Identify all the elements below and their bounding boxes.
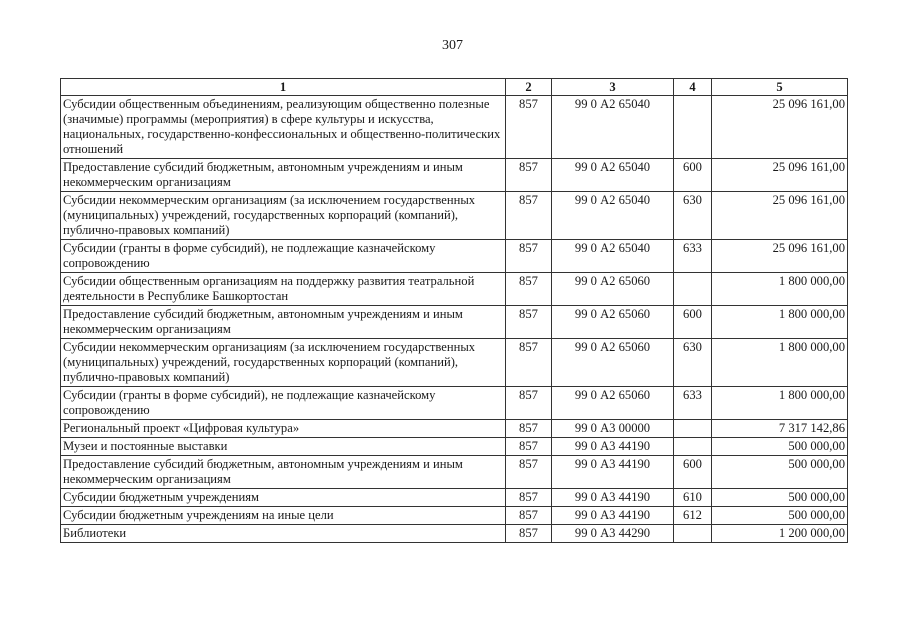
row-name-cell: Субсидии общественным объединениям, реализующим общественно полезные (значимые) программы (мероприятия) в сфере культуры и искусства, национальных, государственно-конфессиональных и общественно-политических отношений — [61, 96, 506, 159]
row-amount-cell: 1 200 000,00 — [712, 525, 848, 543]
row-amount-cell: 1 800 000,00 — [712, 387, 848, 420]
row-name-cell: Субсидии общественным организациям на поддержку развития театральной деятельности в Республике Башкортостан — [61, 273, 506, 306]
table-row — [61, 192, 848, 240]
row-name-cell: Региональный проект «Цифровая культура» — [61, 420, 506, 438]
row-target-code-cell: 99 0 А2 65060 — [552, 306, 674, 339]
row-amount-cell: 1 800 000,00 — [712, 339, 848, 387]
row-amount-cell: 500 000,00 — [712, 456, 848, 489]
row-ministry-code-cell: 857 — [506, 240, 552, 273]
row-expense-type-cell: 610 — [674, 489, 712, 507]
row-expense-type-cell — [674, 420, 712, 438]
row-name-cell: Библиотеки — [61, 525, 506, 543]
row-ministry-code-cell: 857 — [506, 159, 552, 192]
row-ministry-code-cell: 857 — [506, 525, 552, 543]
row-name-cell: Субсидии бюджетным учреждениям на иные цели — [61, 507, 506, 525]
row-name-cell: Субсидии некоммерческим организациям (за исключением государственных (муниципальных) учреждений, государственных корпораций (компаний), публично-правовых компаний) — [61, 339, 506, 387]
row-expense-type-cell — [674, 438, 712, 456]
table-row — [61, 96, 848, 159]
row-amount-cell: 1 800 000,00 — [712, 306, 848, 339]
row-ministry-code-cell: 857 — [506, 96, 552, 159]
column-header-2: 2 — [506, 79, 552, 96]
table-row — [61, 489, 848, 507]
row-name-cell: Предоставление субсидий бюджетным, автономным учреждениям и иным некоммерческим организациям — [61, 159, 506, 192]
row-amount-cell: 25 096 161,00 — [712, 240, 848, 273]
row-ministry-code-cell: 857 — [506, 438, 552, 456]
row-amount-cell: 25 096 161,00 — [712, 159, 848, 192]
row-ministry-code-cell: 857 — [506, 507, 552, 525]
table-row — [61, 339, 848, 387]
table-row — [61, 159, 848, 192]
table-row — [61, 240, 848, 273]
row-name-cell: Субсидии (гранты в форме субсидий), не подлежащие казначейскому сопровождению — [61, 387, 506, 420]
table-row — [61, 525, 848, 543]
row-ministry-code-cell: 857 — [506, 489, 552, 507]
row-expense-type-cell — [674, 96, 712, 159]
table-row — [61, 456, 848, 489]
row-ministry-code-cell: 857 — [506, 339, 552, 387]
row-amount-cell: 500 000,00 — [712, 438, 848, 456]
column-header-5: 5 — [712, 79, 848, 96]
row-target-code-cell: 99 0 А2 65040 — [552, 96, 674, 159]
row-expense-type-cell: 600 — [674, 159, 712, 192]
row-target-code-cell: 99 0 А2 65060 — [552, 339, 674, 387]
row-target-code-cell: 99 0 А2 65040 — [552, 159, 674, 192]
table-row — [61, 507, 848, 525]
table-row — [61, 387, 848, 420]
row-target-code-cell: 99 0 А3 44190 — [552, 438, 674, 456]
row-expense-type-cell: 633 — [674, 387, 712, 420]
row-amount-cell: 25 096 161,00 — [712, 192, 848, 240]
row-amount-cell: 7 317 142,86 — [712, 420, 848, 438]
row-expense-type-cell: 630 — [674, 339, 712, 387]
row-amount-cell: 1 800 000,00 — [712, 273, 848, 306]
row-target-code-cell: 99 0 А3 44190 — [552, 489, 674, 507]
table-row — [61, 306, 848, 339]
table-body — [61, 96, 848, 543]
row-ministry-code-cell: 857 — [506, 456, 552, 489]
row-target-code-cell: 99 0 А2 65060 — [552, 273, 674, 306]
row-ministry-code-cell: 857 — [506, 387, 552, 420]
row-name-cell: Субсидии (гранты в форме субсидий), не подлежащие казначейскому сопровождению — [61, 240, 506, 273]
row-target-code-cell: 99 0 А2 65040 — [552, 192, 674, 240]
row-target-code-cell: 99 0 А2 65060 — [552, 387, 674, 420]
column-header-1: 1 — [61, 79, 506, 96]
row-target-code-cell: 99 0 А3 44190 — [552, 507, 674, 525]
table-row — [61, 438, 848, 456]
budget-table — [60, 78, 848, 543]
table-row — [61, 420, 848, 438]
row-ministry-code-cell: 857 — [506, 306, 552, 339]
row-ministry-code-cell: 857 — [506, 420, 552, 438]
row-expense-type-cell — [674, 273, 712, 306]
row-expense-type-cell: 612 — [674, 507, 712, 525]
row-target-code-cell: 99 0 А2 65040 — [552, 240, 674, 273]
row-name-cell: Музеи и постоянные выставки — [61, 438, 506, 456]
row-target-code-cell: 99 0 А3 44290 — [552, 525, 674, 543]
row-ministry-code-cell: 857 — [506, 192, 552, 240]
row-expense-type-cell: 600 — [674, 306, 712, 339]
row-expense-type-cell: 600 — [674, 456, 712, 489]
header-row — [61, 79, 848, 96]
table-row — [61, 273, 848, 306]
row-name-cell: Предоставление субсидий бюджетным, автономным учреждениям и иным некоммерческим организациям — [61, 306, 506, 339]
column-header-4: 4 — [674, 79, 712, 96]
row-expense-type-cell — [674, 525, 712, 543]
row-expense-type-cell: 630 — [674, 192, 712, 240]
row-target-code-cell: 99 0 А3 00000 — [552, 420, 674, 438]
row-name-cell: Субсидии некоммерческим организациям (за исключением государственных (муниципальных) учреждений, государственных корпораций (компаний), публично-правовых компаний) — [61, 192, 506, 240]
column-header-3: 3 — [552, 79, 674, 96]
row-ministry-code-cell: 857 — [506, 273, 552, 306]
row-amount-cell: 500 000,00 — [712, 507, 848, 525]
row-target-code-cell: 99 0 А3 44190 — [552, 456, 674, 489]
row-amount-cell: 25 096 161,00 — [712, 96, 848, 159]
page-number: 307 — [442, 38, 463, 53]
row-name-cell: Субсидии бюджетным учреждениям — [61, 489, 506, 507]
row-expense-type-cell: 633 — [674, 240, 712, 273]
row-amount-cell: 500 000,00 — [712, 489, 848, 507]
row-name-cell: Предоставление субсидий бюджетным, автономным учреждениям и иным некоммерческим организациям — [61, 456, 506, 489]
